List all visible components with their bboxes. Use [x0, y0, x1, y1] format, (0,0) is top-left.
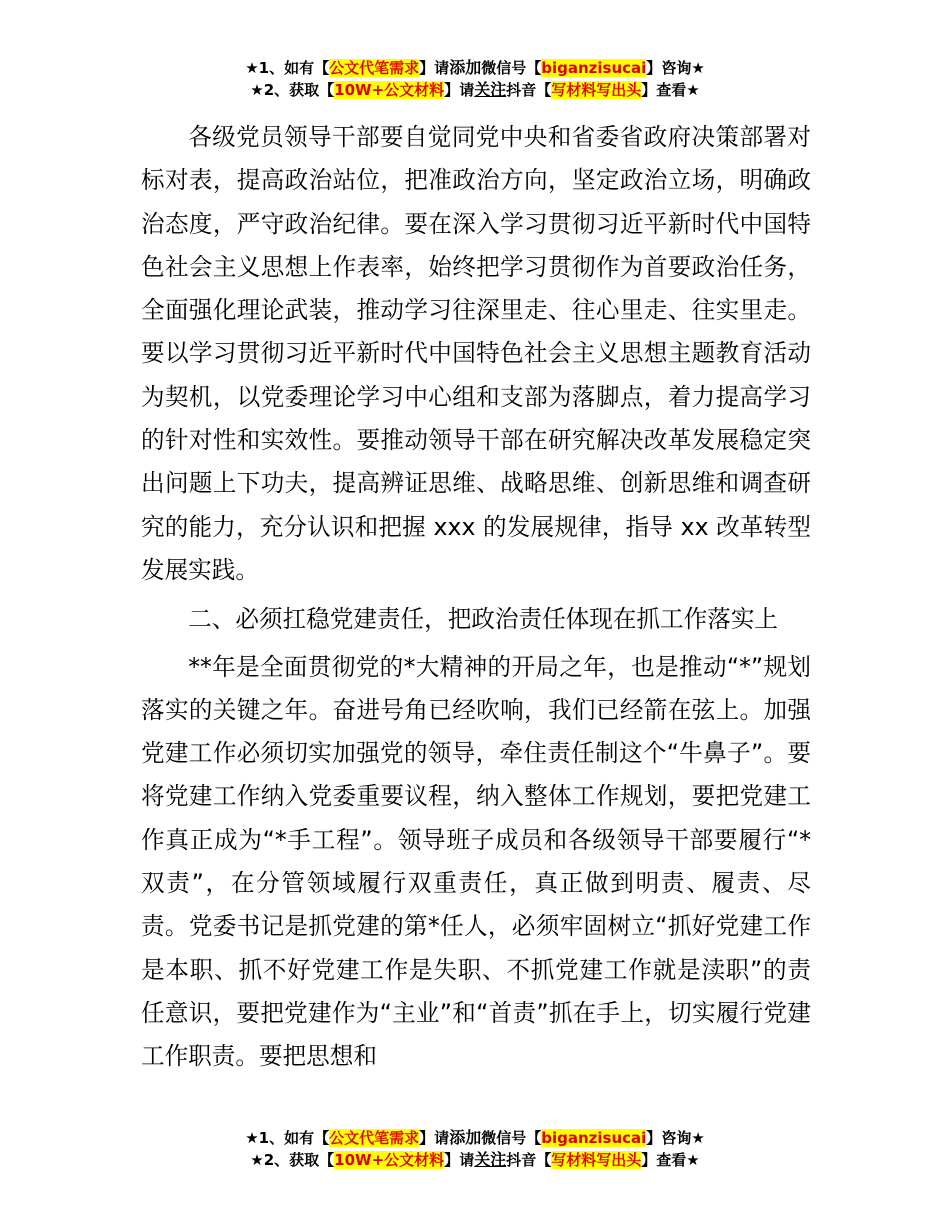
bracket: 【: [314, 1129, 330, 1147]
emphasis-follow: 关注: [474, 80, 507, 99]
highlight-materials: 10W+公文材料: [334, 81, 445, 99]
banner-text: 请: [434, 1129, 450, 1147]
banner-text: ★1、如有: [245, 1129, 315, 1147]
bracket: 】: [419, 59, 435, 77]
header-banner: [0, 57, 950, 101]
banner-text: 微信号: [481, 59, 527, 77]
banner-text: ★2、获取: [250, 81, 320, 99]
banner-text: 咨询★: [661, 59, 705, 77]
emphasis-add: 添加: [449, 58, 482, 77]
bracket: 【: [536, 81, 552, 99]
highlight-service: 公文代笔需求: [329, 1129, 420, 1147]
highlight-service: 公文代笔需求: [329, 59, 420, 77]
banner-line-2: [0, 1149, 950, 1171]
bracket: 】: [444, 81, 460, 99]
bracket: 】: [444, 1151, 460, 1169]
bracket: 【: [319, 81, 335, 99]
banner-text: 抖音: [506, 1151, 537, 1169]
banner-line-2: [0, 79, 950, 101]
banner-text: ★1、如有: [245, 59, 315, 77]
banner-text: 咨询★: [661, 1129, 705, 1147]
banner-text: 查看★: [656, 81, 700, 99]
banner-line-1: [0, 57, 950, 79]
banner-line-1: [0, 1127, 950, 1149]
banner-text: 微信号: [481, 1129, 527, 1147]
bracket: 【: [526, 59, 542, 77]
banner-text: ★2、获取: [250, 1151, 320, 1169]
section-heading-2: 二、必须扛稳党建责任，把政治责任体现在抓工作落实上: [188, 605, 779, 634]
bracket: 】: [646, 1129, 662, 1147]
banner-text: 请: [459, 1151, 475, 1169]
bracket: 】: [419, 1129, 435, 1147]
highlight-materials: 10W+公文材料: [334, 1151, 445, 1169]
paragraph-1: 各级党员领导干部要自觉同党中央和省委省政府决策部署对标对表，提高政治站位，把准政治方向，坚定政治立场，明确政治态度，严守政治纪律。要在深入学习贯彻习近平新时代中国特色社会主义思想上作表率，始终把学习贯彻作为首要政治任务，全面强化理论武装，推动学习往深里走、往心里走、往实里走。要以学习贯彻习近平新时代中国特色社会主义思想主题教育活动为契机，以党委理论学习中心组和支部为落脚点，着力提高学习的针对性和实效性。要推动领导干部在研究解决改革发展稳定突出问题上下功夫，提高辨证思维、战略思维、创新思维和调查研究的能力，充分认识和把握 xxx 的发展规律，指导 xx 改革转型发展实践。: [141, 123, 811, 584]
footer-banner: [0, 1127, 950, 1171]
emphasis-add: 添加: [449, 1128, 482, 1147]
highlight-account: 写材料写出头: [551, 1151, 642, 1169]
bracket: 【: [314, 59, 330, 77]
banner-text: 查看★: [656, 1151, 700, 1169]
bracket: 】: [641, 81, 657, 99]
document-body: [141, 116, 811, 1079]
paragraph-2: **年是全面贯彻党的*大精神的开局之年，也是推动“*”规划落实的关键之年。奋进号角已经吹响，我们已经箭在弦上。加强党建工作必须切实加强党的领导，牵住责任制这个“牛鼻子”。要将党建工作纳入党委重要议程，纳入整体工作规划，要把党建工作真正成为“*手工程”。领导班子成员和各级领导干部要履行“*双责”，在分管领域履行双重责任，真正做到明责、履责、尽责。党委书记是抓党建的第*任人，必须牢固树立“抓好党建工作是本职、抓不好党建工作是失职、不抓党建工作就是渎职”的责任意识，要把党建作为“主业”和“首责”抓在手上，切实履行党建工作职责。要把思想和: [141, 652, 811, 1071]
banner-text: 请: [459, 81, 475, 99]
bracket: 【: [536, 1151, 552, 1169]
emphasis-follow: 关注: [474, 1150, 507, 1169]
highlight-wechat-id: biganzisucai: [541, 59, 647, 77]
bracket: 【: [319, 1151, 335, 1169]
highlight-account: 写材料写出头: [551, 81, 642, 99]
highlight-wechat-id: biganzisucai: [541, 1129, 647, 1147]
bracket: 【: [526, 1129, 542, 1147]
bracket: 】: [646, 59, 662, 77]
bracket: 】: [641, 1151, 657, 1169]
banner-text: 抖音: [506, 81, 537, 99]
banner-text: 请: [434, 59, 450, 77]
